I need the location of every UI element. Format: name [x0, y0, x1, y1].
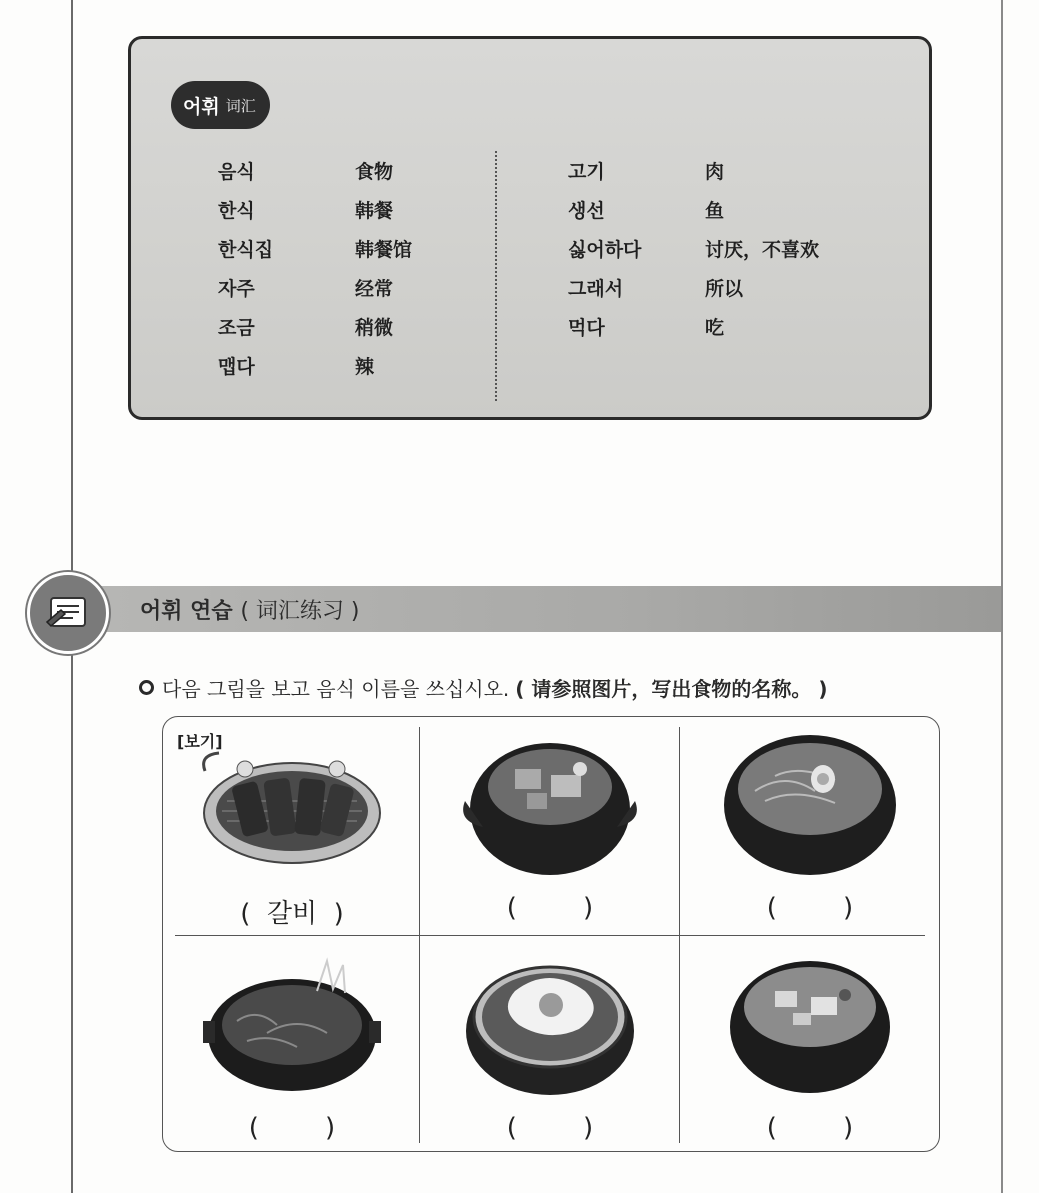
badge-chinese: 词汇 — [225, 96, 256, 115]
vocab-row — [568, 235, 819, 274]
vocab-row — [568, 157, 819, 196]
vocab-row — [568, 196, 819, 235]
vocabulary-box — [128, 36, 932, 420]
vocab-chinese: 讨厌，不喜欢 — [705, 239, 820, 261]
soup-bowl-icon — [715, 951, 905, 1101]
vocab-row — [218, 196, 412, 235]
vocab-korean: 싫어하다 — [568, 239, 642, 261]
exercise-cell — [163, 937, 421, 1155]
vocab-chinese: 韩餐 — [355, 200, 394, 222]
vocabulary-badge — [171, 81, 270, 129]
bulgogi-pan-icon — [197, 951, 387, 1101]
vocab-chinese: 食物 — [355, 161, 394, 183]
instruction — [139, 673, 827, 702]
vocab-chinese: 经常 — [355, 278, 394, 300]
vocab-chinese: 所以 — [705, 278, 744, 300]
vocab-chinese: 吃 — [705, 317, 725, 339]
vocab-chinese: 韩餐馆 — [355, 239, 413, 261]
page-margin-right — [1001, 0, 1003, 1193]
vocab-column-right — [568, 157, 819, 352]
vocab-chinese: 鱼 — [705, 200, 725, 222]
example-label: [보기] — [177, 732, 223, 751]
answer-blank[interactable]: ( ) — [248, 1113, 336, 1143]
exercise-cell — [681, 717, 939, 935]
section-title-korean: 어휘 연습 — [140, 599, 233, 624]
cold-noodle-bowl-icon — [715, 731, 905, 881]
vocab-row — [218, 157, 412, 196]
vocab-korean: 자주 — [218, 278, 255, 300]
vocab-korean: 조금 — [218, 317, 255, 339]
instruction-chinese: ( 请参照图片，写出食物的名称。 ) — [515, 677, 828, 701]
vocab-korean: 생선 — [568, 200, 605, 222]
vocab-chinese: 稍微 — [355, 317, 394, 339]
answer-blank[interactable]: ( 갈비 ) — [240, 899, 344, 929]
answer-blank[interactable]: ( ) — [766, 1113, 854, 1143]
vocab-chinese: 辣 — [355, 356, 375, 378]
answer-blank[interactable]: ( ) — [766, 893, 854, 923]
exercise-cell — [421, 937, 679, 1155]
vocab-korean: 그래서 — [568, 278, 624, 300]
exercise-grid — [162, 716, 940, 1152]
vocab-korean: 한식집 — [218, 239, 274, 261]
vocab-row — [218, 235, 412, 274]
exercise-cell-example — [163, 717, 421, 935]
vocab-row — [218, 313, 412, 352]
vocab-row — [218, 274, 412, 313]
vocab-divider — [495, 151, 497, 401]
section-title-chinese: ( 词汇练习 ) — [240, 599, 360, 624]
section-title — [140, 594, 360, 625]
vocab-row — [568, 274, 819, 313]
exercise-cell — [681, 937, 939, 1155]
vocab-row — [218, 352, 412, 391]
stew-pot-icon — [455, 731, 645, 881]
badge-korean: 어휘 — [183, 95, 220, 118]
bullet-ring-icon — [139, 680, 154, 695]
exercise-cell — [421, 717, 679, 935]
vocab-row — [568, 313, 819, 352]
notebook-icon — [27, 572, 109, 654]
vocab-column-left — [218, 157, 412, 391]
answer-blank[interactable]: ( ) — [506, 1113, 594, 1143]
vocab-korean: 먹다 — [568, 317, 605, 339]
vocab-korean: 맵다 — [218, 356, 255, 378]
instruction-korean: 다음 그림을 보고 음식 이름을 쓰십시오. — [162, 677, 510, 701]
vocab-korean: 한식 — [218, 200, 255, 222]
vocab-chinese: 肉 — [705, 161, 725, 183]
answer-blank[interactable]: ( ) — [506, 893, 594, 923]
grilled-galbi-icon — [197, 731, 387, 881]
vocab-korean: 고기 — [568, 161, 605, 183]
vocab-korean: 음식 — [218, 161, 255, 183]
bibimbap-bowl-icon — [455, 951, 645, 1101]
grid-divider — [175, 935, 925, 936]
